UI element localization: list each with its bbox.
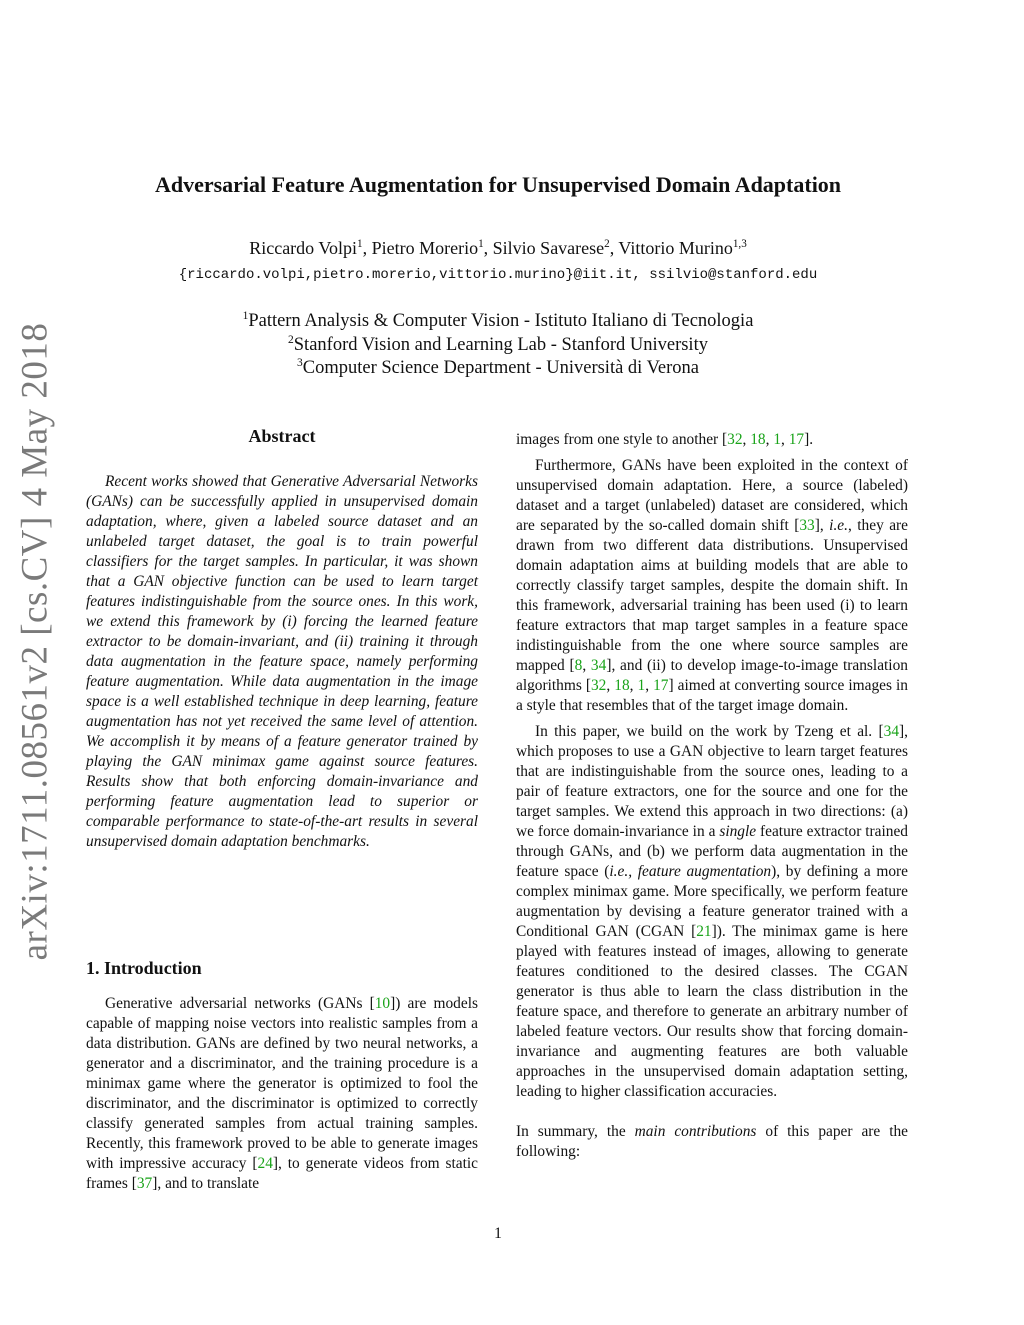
author-emails: {riccardo.volpi,pietro.morerio,vittorio.murino}@iit.it, ssilvio@stanford.edu: [178, 267, 818, 283]
abstract-body: [86, 472, 478, 852]
abstract-paragraph: Recent works showed that Generative Adversarial Networks (GANs) can be successfully applied in unsupervised domain adaptation, where, given a labeled source dataset and an unlabeled target dataset, the goal is to train powerful classifiers for the target samples. In particular, it was shown that a GAN objective function can be used to learn target features indistinguishable from the source ones. In this work, we extend this framework by (i) forcing the learned feature extractor to be domain-invariant, and (ii) training it through data augmentation in the feature space, namely performing feature augmentation. While data augmentation in the image space is a well established technique in deep learning, feature augmentation has not yet received the same level of attention. We accomplish it by means of a feature generator trained by playing the GAN minimax game against source features. Results show that both enforcing domain-invariance and performing feature augmentation lead to superior or comparable performance to state-of-the-art results in several unsupervised domain adaptation benchmarks.: [86, 473, 478, 850]
text-run: ), by defining a more complex minimax game. More specifically, we perform feature augmentation by devising a feature generator trained with a Conditional GAN (CGAN [: [516, 863, 908, 940]
text-run: ]). The minimax game is here played with features instead of images, allowing to generate features conditioned to the desired classes. The CGAN generator is thus able to learn the class distribution in the feature space, and therefore to generate an arbitrary number of labeled feature vectors. Our results show that forcing domain-invariance and augmenting features are both valuable approaches in the unsupervised domain adaptation setting, leading to higher classification accuracies.: [516, 923, 908, 1100]
citation-link[interactable]: 1: [773, 431, 782, 448]
citation-link[interactable]: 24: [257, 1155, 273, 1172]
emphasized-text: i.e., feature augmentation: [609, 863, 772, 880]
citation-link[interactable]: 17: [788, 431, 805, 448]
abstract-heading: Abstract: [248, 426, 316, 446]
citation-link[interactable]: 17: [653, 677, 669, 694]
citation-link[interactable]: 18: [750, 431, 766, 448]
citation-link[interactable]: 34: [883, 723, 900, 740]
emphasized-text: i.e.: [829, 517, 848, 534]
text-run: , they are drawn from two different data distributions. Unsupervised domain adaptation aims at building models that are able to correctly classify target samples, despite the domain shift. In this framework, adversarial training has been used (i) to learn feature extractors that map target samples in a feature space indistinguishable from the one where source samples are mapped [: [516, 517, 908, 674]
citation-link[interactable]: 10: [374, 995, 391, 1012]
text-run: ,: [645, 677, 654, 694]
citation-link[interactable]: 21: [696, 923, 712, 940]
text-run: ,: [742, 431, 751, 448]
citation-link[interactable]: 18: [614, 677, 630, 694]
text-run: ].: [804, 431, 814, 448]
intro-paragraph: [516, 722, 908, 1102]
emphasized-text: main contributions: [634, 1123, 757, 1140]
text-run: Generative adversarial networks (GANs [: [105, 995, 375, 1012]
affiliation-number: 3: [297, 356, 303, 369]
author-name: Pietro Morerio: [371, 238, 479, 258]
affiliation-number: 2: [288, 333, 294, 346]
text-run: images from one style to another [: [516, 431, 728, 448]
citation-link[interactable]: 37: [136, 1175, 153, 1192]
affiliation: [0, 357, 996, 381]
affiliation: [0, 334, 996, 358]
text-run: ], to generate videos from static frames [: [86, 1155, 478, 1192]
affiliation-text: Computer Science Department - Università di Verona: [302, 358, 699, 378]
page-number: 1: [494, 1225, 502, 1242]
citation-link[interactable]: 34: [590, 657, 607, 674]
citation-link[interactable]: 32: [590, 677, 607, 694]
text-run: ] aimed at converting source images in a style that resembles that of the target image domain.: [516, 677, 908, 714]
affiliation-list: [0, 310, 996, 381]
affiliation-text: Pattern Analysis & Computer Vision - Istituto Italiano di Tecnologia: [248, 311, 754, 331]
arxiv-identifier-stamp: [10, 322, 60, 960]
text-run: ,: [765, 431, 774, 448]
intro-paragraph: [516, 456, 908, 716]
text-run: feature extractor trained through GANs, and (b) we perform data augmentation in the feature space (: [516, 823, 908, 880]
author-affiliation-mark: 1: [478, 238, 484, 250]
introduction-left-column: [86, 994, 478, 1194]
citation-link[interactable]: 8: [574, 657, 583, 674]
intro-paragraph-continued: [516, 430, 908, 450]
affiliation-number: 1: [242, 309, 249, 322]
affiliation-text: Stanford Vision and Learning Lab - Stanford University: [293, 334, 708, 355]
author-name: Vittorio Murino: [618, 238, 733, 258]
text-run: Furthermore, GANs have been exploited in the context of unsupervised domain adaptation. Here, a source (labeled) dataset and a target (unlabeled) dataset are considered, which are separated by the so-called domain shift [: [516, 457, 908, 534]
intro-paragraph: [86, 994, 478, 1194]
text-run: In this paper, we build on the work by Tzeng et al. [: [535, 723, 884, 740]
arxiv-identifier-text: arXiv:1711.08561v2 [cs.CV] 4 May 2018: [14, 322, 56, 960]
contributions-lead-in: [516, 1122, 908, 1162]
section-heading-introduction: 1. Introduction: [86, 958, 202, 978]
text-run: ],: [814, 517, 830, 534]
text-run: ]) are models capable of mapping noise vectors into realistic samples from a data distribution. GANs are defined by two neural networks, a generator and a discriminator, and the training procedure is a minimax game where the generator is optimized to fool the discriminator, and the discriminator is optimized to correctly classify generated samples from actual training samples. Recently, this framework proved to be able to generate images with impressive accuracy [: [86, 995, 478, 1172]
emphasized-text: single: [719, 823, 757, 840]
author-affiliation-mark: 2: [604, 238, 610, 250]
text-run: ,: [606, 677, 615, 694]
author-list: Riccardo Volpi$^1$, Pietro Morerio$^1$, Silvio Savarese$^2$, Vittorio Murino$^{1,3}$: [249, 238, 747, 258]
author-affiliation-mark: 1,3: [732, 238, 747, 250]
right-column: [516, 430, 908, 1162]
text-run: ,: [781, 431, 789, 448]
text-run: ], and (ii) to develop image-to-image translation algorithms [: [516, 657, 908, 694]
text-run: In summary, the: [516, 1123, 635, 1140]
text-run: ], and to translate: [152, 1175, 260, 1192]
text-run: of this paper are the following:: [516, 1123, 909, 1160]
text-run: ,: [582, 657, 591, 674]
author-name: Silvio Savarese: [492, 238, 605, 258]
author-affiliation-mark: 1: [357, 238, 363, 250]
text-run: ], which proposes to use a GAN objective to learn target features that are indistinguishable from the source ones, leading to a pair of feature extractors, one for the source and one for the target samples. We extend this approach in two directions: (a) we force domain-invariance in a: [516, 723, 908, 840]
text-run: ,: [629, 677, 638, 694]
affiliation: [0, 310, 996, 334]
author-name: Riccardo Volpi: [249, 238, 358, 258]
citation-link[interactable]: 32: [727, 431, 743, 448]
citation-link[interactable]: 33: [799, 517, 815, 534]
citation-link[interactable]: 1: [637, 677, 646, 694]
paper-title: Adversarial Feature Augmentation for Unsupervised Domain Adaptation: [154, 172, 842, 197]
